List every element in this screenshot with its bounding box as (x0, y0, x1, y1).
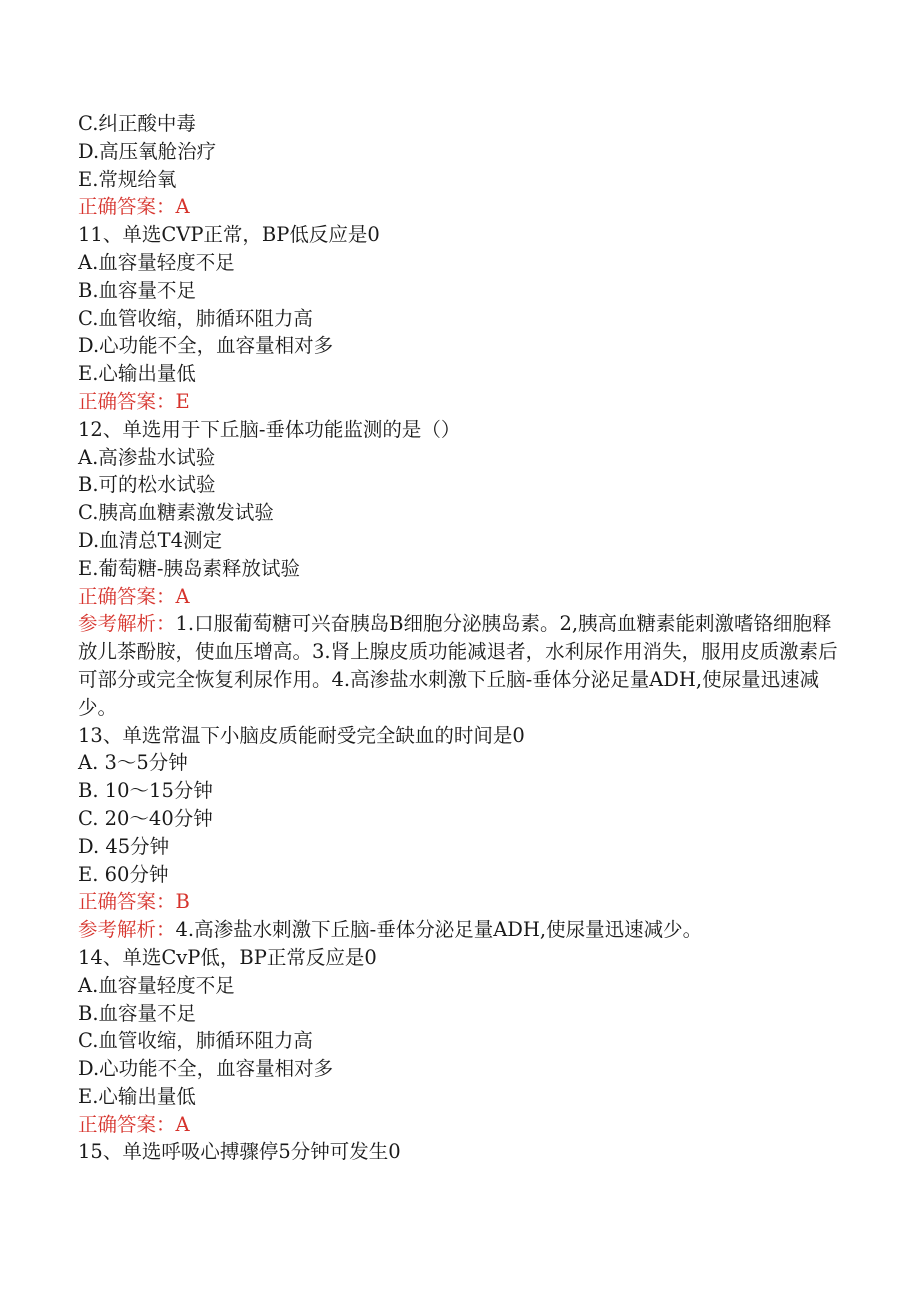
correct-answer: 正确答案：B (78, 890, 190, 914)
answer-option: C.纠正酸中毒 (78, 112, 196, 135)
correct-answer: 正确答案：A (78, 195, 190, 219)
answer-option: B.可的松水试验 (78, 473, 216, 497)
question-stem: 14、单选CvP低，BP正常反应是0 (78, 945, 377, 969)
answer-option: C.胰高血糖素激发试验 (78, 501, 274, 525)
correct-answer: 正确答案：E (78, 389, 190, 413)
answer-option: D.血清总T4测定 (78, 528, 223, 552)
answer-option: A.血容量轻度不足 (78, 250, 235, 274)
answer-option: B.血容量不足 (78, 278, 197, 302)
answer-option: E.心输出量低 (78, 1084, 196, 1108)
answer-option: E. 60分钟 (78, 862, 169, 886)
answer-option: D.心功能不全，血容量相对多 (78, 1057, 334, 1081)
question-stem: 15、单选呼吸心搏骤停5分钟可发生0 (78, 1140, 401, 1164)
question-stem: 13、单选常温下小脑皮质能耐受完全缺血的时间是0 (78, 723, 525, 747)
question-stem: 11、单选CVP正常，BP低反应是0 (78, 223, 380, 247)
answer-option: C.血管收缩，肺循环阻力高 (78, 1029, 313, 1053)
answer-option: D. 45分钟 (78, 834, 170, 858)
document-page (78, 110, 838, 1166)
correct-answer: 正确答案：A (78, 584, 190, 608)
explanation-label: 参考解析： (78, 612, 176, 636)
explanation (78, 610, 838, 721)
answer-option: A.高渗盐水试验 (78, 445, 216, 469)
answer-option: D.心功能不全，血容量相对多 (78, 334, 334, 358)
correct-answer: 正确答案：A (78, 1112, 190, 1136)
explanation-label: 参考解析： (78, 918, 176, 942)
answer-option: A.血容量轻度不足 (78, 973, 235, 997)
answer-option: C. 20～40分钟 (78, 806, 213, 830)
answer-option: E.葡萄糖-胰岛素释放试验 (78, 556, 301, 580)
answer-option: A. 3～5分钟 (78, 751, 188, 775)
answer-option: C.血管收缩，肺循环阻力高 (78, 306, 313, 330)
answer-option: E.常规给氧 (78, 167, 177, 191)
answer-option: D.高压氧舱治疗 (78, 139, 217, 163)
answer-option: B. 10～15分钟 (78, 779, 213, 803)
question-stem: 12、单选用于下丘脑-垂体功能监测的是（） (78, 417, 461, 441)
answer-option: E.心输出量低 (78, 362, 196, 386)
explanation-text: 1.口服葡萄糖可兴奋胰岛B细胞分泌胰岛素。2,胰高血糖素能刺激嗜铬细胞释放儿茶酚胺，使血压增高。3.肾上腺皮质功能减退者，水利尿作用消失，服用皮质激素后可部分或完全恢复利尿作用。4.高渗盐水刺激下丘脑-垂体分泌足量ADH,使尿量迅速减少。 (78, 612, 838, 719)
explanation-text: 4.高渗盐水刺激下丘脑-垂体分泌足量ADH,使尿量迅速减少。 (175, 918, 703, 942)
explanation (78, 916, 838, 944)
answer-option: B.血容量不足 (78, 1001, 197, 1025)
